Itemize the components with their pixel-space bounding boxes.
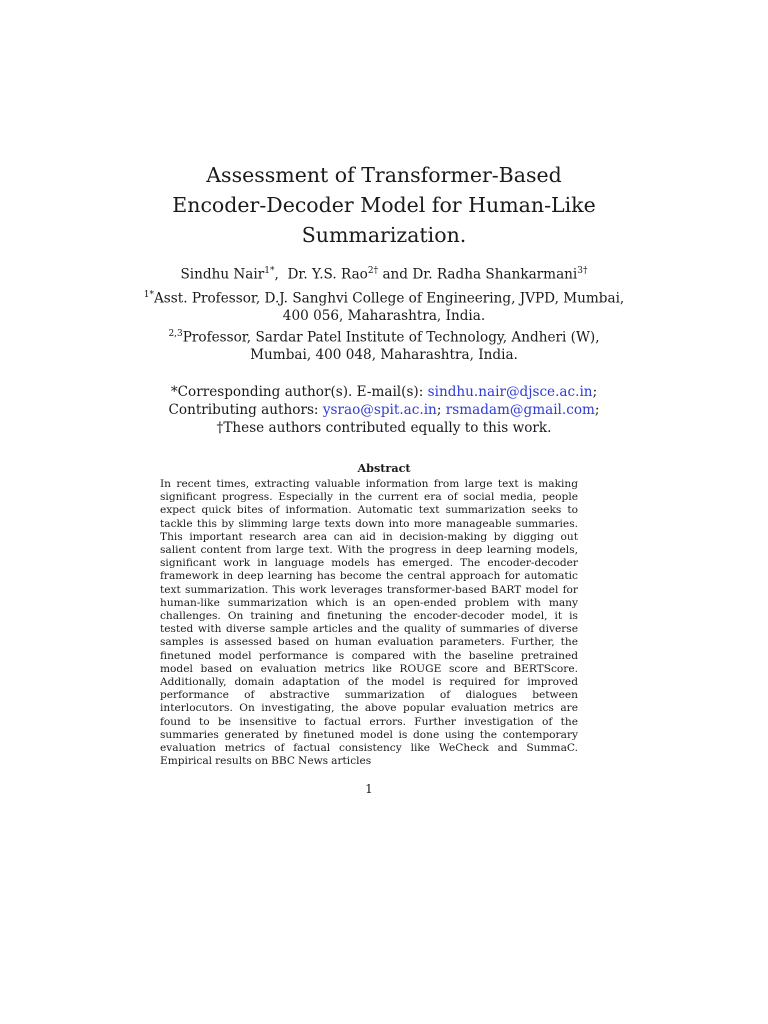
contributing-email-link[interactable]: rsmadam@gmail.com (445, 402, 595, 418)
contributing-label: Contributing authors: (168, 402, 319, 418)
affiliation-superscript: 2,3 (168, 328, 183, 339)
affiliation-1-cont: 400 056, Maharashtra, India. (282, 308, 486, 325)
paper-title (120, 160, 648, 250)
contributing-email-link[interactable]: ysrao@spit.ac.in (322, 402, 437, 418)
title-line-2: Encoder-Decoder Model for Human-Like (172, 193, 596, 217)
abstract-heading: Abstract (357, 461, 411, 475)
affiliations (100, 287, 668, 364)
affiliation-text: Asst. Professor, D.J. Sanghvi College of Engineering, JVPD, Mumbai, (153, 290, 625, 307)
corresponding-author-line: *Corresponding author(s). E-mail(s): sindhu.nair@djsce.ac.in; (170, 384, 598, 400)
abstract-text: In recent times, extracting valuable information from large text is making significant progress. Especially in the current era of social media, people expect quick bites of information. Automatic text summarization seeks to tackle this by slimming large texts down into more manageable summaries. This important research area can aid in decision-making by digging out salient content from large text. With the progress in deep learning models, significant work in language models has emerged. The encoder-decoder framework in deep learning has become the central approach for automatic text summarization. This work leverages transformer-based BART model for human-like summarization which is an open-ended problem with many challenges. On training and finetuning the encoder-decoder model, it is tested with diverse sample articles and the quality of summaries of diverse samples is assessed based on human evaluation parameters. Further, the finetuned model performance is compared with the baseline pretrained model based on evaluation metrics like ROUGE score and BERTScore. Additionally, domain adaptation of the model is required for improved performance of abstractive summarization of dialogues between interlocutors. On investigating, the above popular evaluation metrics are found to be insensitive to factual errors. Further investigation of the summaries generated by finetuned model is done using the contemporary evaluation metrics of factual consistency like WeCheck and SummaC. Empirical results on BBC News articles (160, 478, 578, 768)
page-number: 1 (365, 782, 373, 796)
contributing-authors-line: Contributing authors: ysrao@spit.ac.in; rsmadam@gmail.com; (168, 402, 600, 418)
author-list: Sindhu Nair$^{1*}$, Dr. Y.S. Rao$^{2\dagger}$ and Dr. Radha Shankarmani$^{3\dagger}$ (180, 266, 588, 283)
title-line-1: Assessment of Transformer-Based (206, 163, 562, 187)
author-superscript: 1* (264, 266, 275, 276)
affiliation-superscript: 1* (143, 290, 154, 300)
corresponding-label: *Corresponding author(s). E-mail(s): (170, 384, 424, 400)
affiliation-2 (100, 326, 668, 347)
author-name: Dr. Radha Shankarmani (412, 266, 578, 283)
author-superscript: 3† (577, 266, 588, 276)
affiliation-1 (100, 287, 668, 308)
corresponding-email-link[interactable]: sindhu.nair@djsce.ac.in (427, 384, 593, 400)
author-name: Dr. Y.S. Rao (287, 266, 368, 283)
equal-contribution-note: †These authors contributed equally to this work. (216, 420, 552, 436)
correspondence (100, 383, 668, 437)
author-joiner: and (382, 266, 408, 283)
affiliation-2-cont: Mumbai, 400 048, Maharashtra, India. (250, 346, 518, 363)
affiliation-text: Professor, Sardar Patel Institute of Technology, Andheri (W), (182, 329, 600, 346)
author-superscript: 2† (367, 266, 379, 276)
title-line-3: Summarization. (301, 223, 467, 247)
author-name: Sindhu Nair (180, 266, 265, 283)
